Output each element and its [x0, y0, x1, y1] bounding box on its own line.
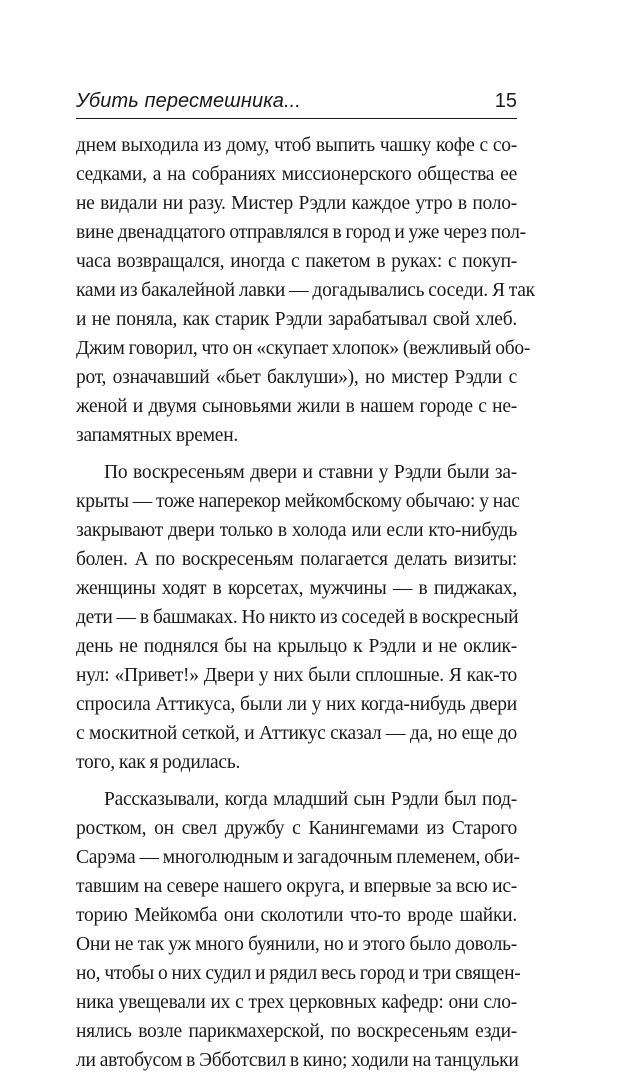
- text-line: рот, означавший «бьет баклуши»), но мистер Рэдли с: [76, 367, 517, 388]
- text-line: По воскресеньям двери и ставни у Рэдли были за-: [104, 462, 517, 483]
- text-line: женщины ходят в корсетах, мужчины — в пиджаках,: [76, 578, 517, 599]
- text-line: спросила Аттикуса, были ли у них когда-нибудь двери: [76, 694, 517, 715]
- text-line: Сарэма — многолюдным и загадочным племенем, оби-: [76, 847, 520, 868]
- text-line: болен. А по воскресеньям полагается делать визиты:: [76, 549, 517, 570]
- running-title: Убить пересмешника...: [76, 90, 301, 112]
- text-line: ника увещевали их с трех церковных кафедр: они сло-: [76, 992, 517, 1013]
- text-line: того, как я родилась.: [76, 752, 241, 773]
- text-line: и не поняла, как старик Рэдли зарабатывал свой хлеб.: [76, 309, 517, 330]
- text-line: Рассказывали, когда младший сын Рэдли был под-: [104, 789, 517, 810]
- page-number: 15: [494, 90, 517, 112]
- text-line: Джим говорил, что он «скупает хлопок» (вежливый обо-: [76, 338, 531, 359]
- text-line: дети — в башмаках. Но никто из соседей в воскресный: [76, 607, 519, 628]
- text-line: нул: «Привет!» Двери у них были сплошные. Я как-то: [76, 665, 517, 686]
- text-line: седками, а на собраниях миссионерского общества ее: [76, 164, 517, 185]
- text-line: запамятных времен.: [76, 425, 239, 446]
- body-text: [76, 131, 535, 1075]
- text-line: но, чтобы о них судил и рядил весь город и три священ-: [76, 963, 521, 984]
- paragraph-3: [76, 785, 521, 1075]
- text-line: часа возвращался, иногда с пакетом в руках: с покуп-: [76, 251, 517, 272]
- header-rule: [76, 118, 517, 119]
- book-page: [76, 86, 535, 1075]
- paragraph-1: [76, 131, 535, 450]
- text-line: торию Мейкомба они сколотили что-то вроде шайки.: [76, 905, 517, 926]
- text-line: ли автобусом в Эбботсвил в кино; ходили на танцульки: [76, 1050, 519, 1071]
- text-line: день не поднялся бы на крыльцо к Рэдли и не оклик-: [76, 636, 517, 657]
- paragraph-2: [76, 458, 520, 777]
- text-line: вине двенадцатого отправлялся в город и уже через пол-: [76, 222, 526, 243]
- running-header: [76, 86, 517, 118]
- text-line: закрывают двери только в холода или если кто-нибудь: [76, 520, 517, 541]
- text-line: не видали ни разу. Мистер Рэдли каждое утро в поло-: [76, 193, 517, 214]
- text-line: днем выходила из дому, чтоб выпить чашку кофе с со-: [76, 135, 517, 156]
- text-line: крыты — тоже наперекор мейкомбскому обычаю: у нас: [76, 491, 520, 512]
- text-line: с москитной сеткой, и Аттикус сказал — да, но еще до: [76, 723, 517, 744]
- text-line: ками из бакалейной лавки — догадывались соседи. Я так: [76, 280, 535, 301]
- text-line: нялись возле парикмахерской, по воскресеньям езди-: [76, 1021, 517, 1042]
- text-line: женой и двумя сыновьями жили в нашем городе с не-: [76, 396, 517, 417]
- text-line: ростком, он свел дружбу с Канингемами из Старого: [76, 818, 517, 839]
- text-line: Они не так уж много буянили, но и этого было доволь-: [76, 934, 517, 955]
- text-line: тавшим на севере нашего округа, и впервые за всю ис-: [76, 876, 517, 897]
